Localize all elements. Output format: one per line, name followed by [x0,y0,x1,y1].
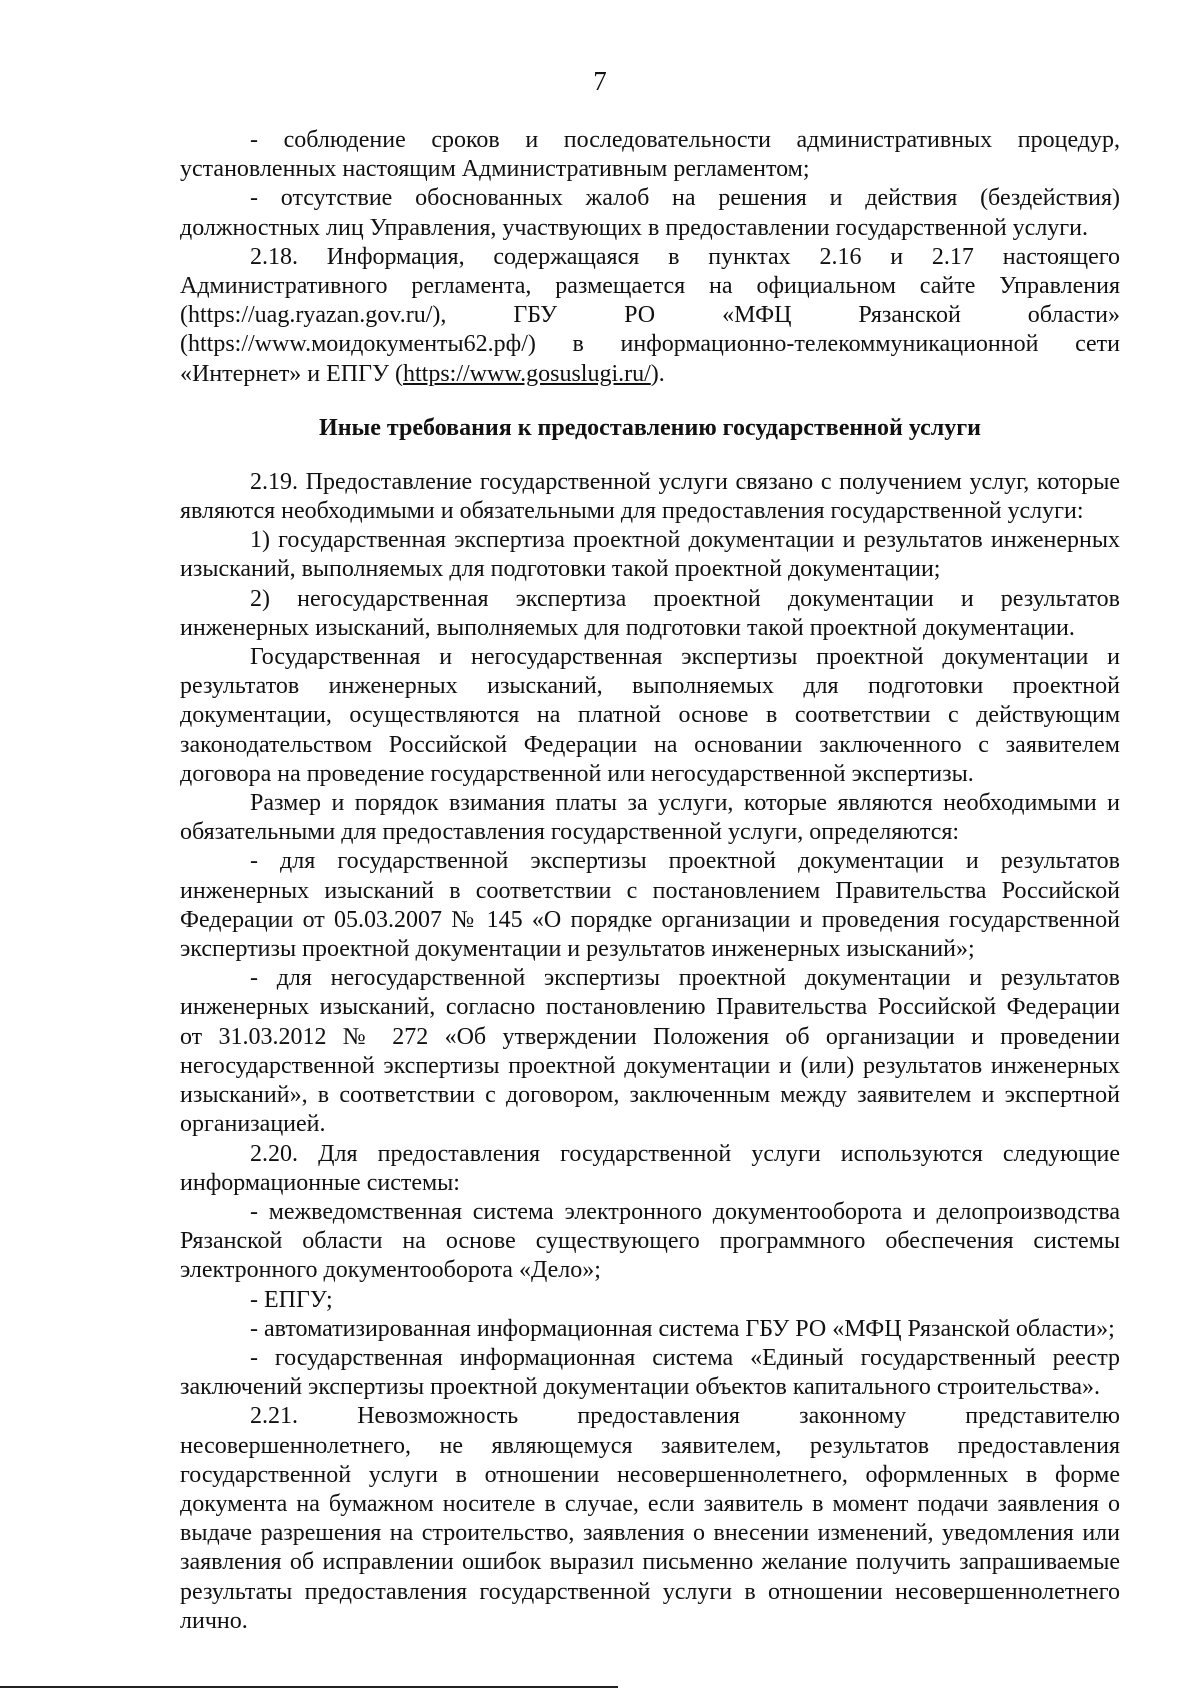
bottom-divider [0,1686,618,1688]
list-item: - автоматизированная информационная система ГБУ РО «МФЦ Рязанской области»; [250,1315,1115,1342]
page-number: 7 [593,66,607,96]
paragraph: 2.20. Для предоставления государственной услуги используются следующие информационные системы: [180,1140,1120,1196]
list-item: - государственная информационная система «Единый государственный реестр заключений экспертизы проектной документации объектов капитального строительства». [180,1344,1120,1401]
list-item: - для негосударственной экспертизы проектной документации и результатов инженерных изысканий, согласно постановлению Правительства Российской Федерации от 31.03.2012 № 272 «Об утверждении Положения об организации и проведении негосударственной экспертизы проектной документации и (или) результатов инженерных изысканий», в соответствии с договором, заключенным между заявителем и экспертной организацией. [180,965,1120,1138]
paragraph: Государственная и негосударственная экспертизы проектной документации и результатов инженерных изысканий, выполняемых для подготовки проектной документации, осуществляются на платной основе в соответствии с действующим законодательством Российской Федерации на основании заключенного с заявителем договора на проведение государственной или негосударственной экспертизы. [180,644,1120,787]
paragraph-tail: ). [650,360,665,387]
list-item: - для государственной экспертизы проектной документации и результатов инженерных изысканий в соответствии с постановлением Правительства Российской Федерации от 05.03.2007 № 145 «О порядке организации и проведения государственной экспертизы проектной документации и результатов инженерных изысканий»; [180,848,1120,963]
section-heading: Иные требования к предоставлению государственной услуги [319,414,981,441]
paragraph: 2.21. Невозможность предоставления законному представителю несовершеннолетнего, не являющемуся заявителем, результатов предоставления государственной услуги в отношении несовершеннолетнего, оформленных в форме документа на бумажном носителе в случае, если заявитель в момент подачи заявления о выдаче разрешения на строительство, заявления о внесении изменений, уведомления или заявления об исправлении ошибок выразил письменно желание получить запрашиваемые результаты предоставления государственной услуги в отношении несовершеннолетнего лично. [180,1403,1120,1634]
gosuslugi-link[interactable]: https://www.gosuslugi.ru/ [403,360,651,387]
document-body [180,126,1120,1636]
list-item: - соблюдение сроков и последовательности административных процедур, установленных настоящим Административным регламентом; [180,127,1120,183]
paragraph: Размер и порядок взимания платы за услуги, которые являются необходимыми и обязательными для предоставления государственной услуги, определяются: [180,790,1120,846]
list-item: 1) государственная экспертиза проектной документации и результатов инженерных изысканий, выполняемых для подготовки такой проектной документации; [180,527,1120,583]
paragraph-2-18 [180,243,1120,389]
paragraph-text: 2.18. Информация, содержащаяся в пунктах 2.16 и 2.17 настоящего Административного регламента, размещается на официальном сайте Управления (https://uag.ryazan.gov.ru/), ГБУ РО «МФЦ Рязанской области» (https://www.моидокументы62.рф/) в информационно-телекоммуникационной сети «Интернет» и ЕПГУ ( [180,243,1120,387]
list-item: - ЕПГУ; [250,1286,333,1313]
paragraph: 2.19. Предоставление государственной услуги связано с получением услуг, которые являются необходимыми и обязательными для предоставления государственной услуги: [180,468,1120,525]
list-item: 2) негосударственная экспертиза проектной документации и результатов инженерных изысканий, выполняемых для подготовки такой проектной документации. [180,585,1120,641]
list-item: - межведомственная система электронного документооборота и делопроизводства Рязанской области на основе существующего программного обеспечения системы электронного документооборота «Дело»; [180,1198,1120,1284]
list-item: - отсутствие обоснованных жалоб на решения и действия (бездействия) должностных лиц Управления, участвующих в предоставлении государственной услуги. [180,185,1120,241]
